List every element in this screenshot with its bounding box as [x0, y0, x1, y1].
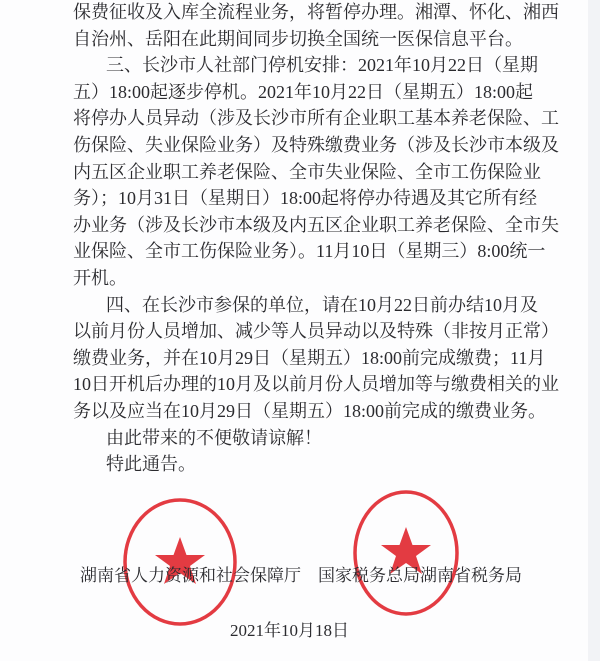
seal-right	[350, 487, 462, 619]
scan-edge	[588, 0, 600, 661]
text-line: 伤保险、失业保险业务）及特殊缴费业务（涉及长沙市本级及	[73, 134, 559, 155]
text-line: 10日开机后办理的10月及以前月份人员增加等与缴费相关的业	[73, 374, 559, 395]
text-line: 特此通告。	[106, 454, 196, 475]
text-line: 开机。	[73, 267, 127, 288]
issue-date: 2021年10月18日	[230, 621, 349, 640]
text-line: 保费征收及入库全流程业务，将暂停办理。湘潭、怀化、湘西	[73, 2, 559, 22]
notice-body	[73, 0, 559, 478]
text-line: 缴费业务，并在10月29日（星期五）18:00前完成缴费；11月	[73, 347, 546, 368]
text-line: 将停办人员异动（涉及长沙市所有企业职工基本养老保险、工	[73, 108, 559, 129]
text-line: 务）；10月31日（星期日）18:00起将停办待遇及其它所有经	[73, 188, 537, 209]
text-line: 由此带来的不便敬请谅解！	[106, 427, 322, 448]
signature-right: 国家税务总局湖南省税务局	[318, 566, 522, 585]
text-line: 自治州、岳阳在此期间同步切换全国统一医保信息平台。	[73, 28, 523, 49]
text-line: 办业务（涉及长沙市本级及内五区企业职工养老保险、全市失	[73, 214, 559, 235]
signature-left: 湖南省人力资源和社会保障厅	[80, 566, 301, 585]
text-line: 内五区企业职工养老保险、全市失业保险、全市工伤保险业	[73, 161, 541, 182]
text-line: 务以及应当在10月29日（星期五）18:00前完成的缴费业务。	[73, 400, 546, 421]
text-line: 以前月份人员增加、减少等人员异动以及特殊（非按月正常）	[73, 321, 559, 342]
text-line: 四、在长沙市参保的单位，请在10月22日前办结10月及	[106, 294, 538, 315]
text-line: 业保险、全市工伤保险业务）。11月10日（星期三）8:00统一	[73, 241, 546, 262]
text-line: 三、长沙市人社部门停机安排：2021年10月22日（星期	[106, 55, 538, 76]
text-line: 五）18:00起逐步停机。2021年10月22日（星期五）18:00起	[73, 81, 534, 102]
